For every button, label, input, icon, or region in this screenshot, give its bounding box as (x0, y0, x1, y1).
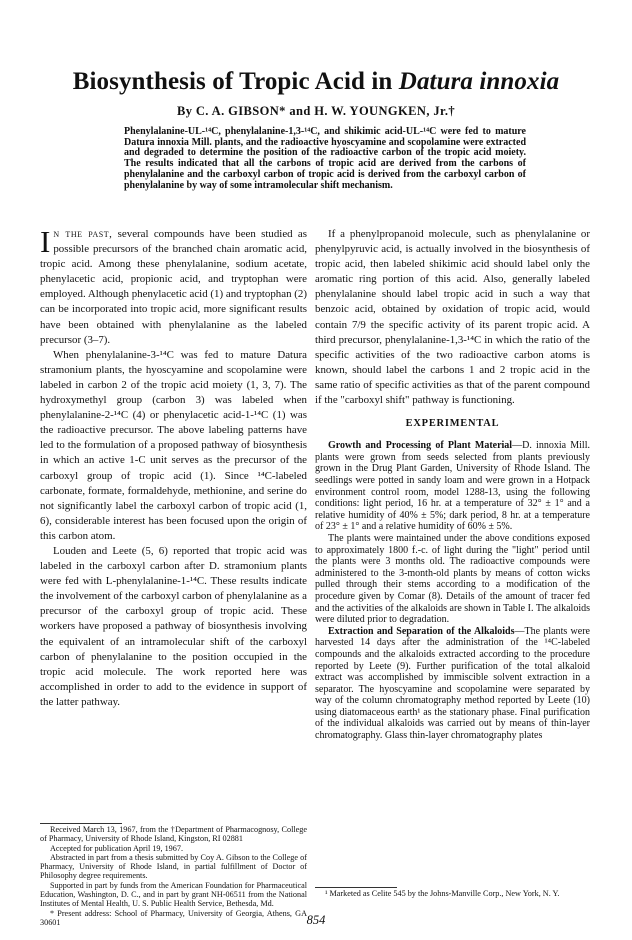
left-column (40, 224, 307, 710)
body-paragraph: When phenylalanine-3-¹⁴C was fed to mature Datura stramonium plants, the hyoscyamine and scopolamine were labeled in carbon 2 of the tropic acid moiety (1, 3, 7). The hydroxymethyl group (carbon 3) was labeled when phenylalanine-2-¹⁴C (4) or phenylacetic acid-1-¹⁴C (1) was the radioactive precursor. The above labeling patterns have led to the formulation of a proposed pathway of biosynthesis in which an active 1-C unit serves as the precursor of the carboxyl group of tropic acid (1). Since ¹⁴C-labeled carbonate, formate, formaldehyde, methionine, and serine do not significantly label the carboxyl carbon of tropic acid (1, 6), considerable interest has been focused upon the origin of this carbon atom. (40, 348, 307, 542)
section-heading: EXPERIMENTAL (405, 418, 500, 430)
body-paragraph: If a phenylpropanoid molecule, such as phenylalanine or phenylpyruvic acid, is actually involved in the biosynthesis of tropic acid, then labeled shikimic acid should label only the aromatic ring portion of this acid. Also, generally labeled phenylalanine should label tropic acid in such a way that benzoic acid, obtained by oxidation of tropic acid, would contain 7/9 the specific activity of its parent tropic acid. A third precursor, phenylalanine-1,3-¹⁴C in which the ratio of the specific activities of the two radioactive carbon atoms is known, should label the carbons 1 and 2 tropic acid in the same ratio of specific activities as that of the parent compound if the "carboxyl shift" pathway is functioning. (315, 228, 590, 407)
experimental-text (315, 440, 590, 741)
right-column (315, 227, 590, 742)
footnote: Supported in part by funds from the American Foundation for Pharmaceutical Education, Washington, D. C., and in part by grant NH-06511 from the National Institutes of Mental Health, U. S. Public Health Service, Bethesda, Md. (40, 880, 307, 909)
body-paragraph: Louden and Leete (5, 6) reported that tropic acid was labeled in the carboxyl carbon after D. stramonium plants were fed with L-phenylalanine-1-¹⁴C. These results indicate the involvement of the carboxyl carbon of phenylalanine as a precursor of the carboxyl group of tropic acid. These workers have proposed a pathway of biosynthesis involving the equivalent of an intramolecular shift of the carboxyl carbon of phenylalanine to the position occupied in the tropic acid molecule. The work reported here was accomplished in order to add to the evidence in support of the latter pathway. (40, 544, 307, 708)
footnote: Accepted for publication April 19, 1967. (50, 843, 184, 853)
footnote: Abstracted in part from a thesis submitted by Coy A. Gibson to the College of Pharmacy, University of Rhode Island, in partial fulfillment of Doctor of Philosophy degree requirements. (40, 852, 307, 881)
body-paragraph: Extraction and Separation of the Alkaloids—The plants were harvested 14 days after the administration of the ¹⁴C-labeled compounds and the alkaloids extracted according to the procedure reported by Leete (9). Further purification of the total alkaloid extract was accomplished by immiscible solvent extraction in a separator. The hyoscyamine and scopolamine were separated by way of the column chromatography method reported by Leete (10) using diatomaceous earth¹ as the stationary phase. Final purification of the individual alkaloids was carried out by means of thin-layer chromatography. Glass thin-layer chromatography plates (315, 625, 590, 742)
abstract: Phenylalanine-UL-¹⁴C, phenylalanine-1,3-¹⁴C, and shikimic acid-UL-¹⁴C were fed to mature Datura innoxia Mill. plants, and the radioactive hyoscyamine and scopolamine were extracted and degraded to determine the position of the radioactive carbon of the tropic acid moiety. The results indicated that all the carbons of tropic acid are derived from the carbons of phenylalanine and the carboxyl carbon of tropic acid is derived from the carboxyl carbon of phenylalanine by way of some intramolecular shift mechanism. (124, 126, 526, 191)
author-line: By C. A. GIBSON* and H. W. YOUNGKEN, Jr.† (176, 104, 456, 118)
intro-paragraph: In the past, several compounds have been studied as possible precursors of the branched chain aromatic acid, tropic acid. Among these phenylalanine, sodium acetate, phenylacetic acid, propionic acid, and tryptophan were employed. Although phenylacetic acid (1) and tryptophan (2) can be incorporated into tropic acid, more significant results have been obtained with phenylalanine as the labeled precursor (3–7). (40, 224, 307, 346)
page-number: 854 (306, 913, 326, 927)
article-title: Biosynthesis of Tropic Acid in Datura innoxia (72, 68, 560, 95)
footnotes (40, 825, 307, 927)
footnote-divider (315, 887, 397, 888)
footnote: ¹ Marketed as Celite 545 by the Johns-Manville Corp., New York, N. Y. (325, 889, 560, 898)
footnote: * Present address: School of Pharmacy, University of Georgia, Athens, GA 30601 (40, 908, 307, 927)
footnote: Received March 13, 1967, from the †Department of Pharmacognosy, College of Pharmacy, University of Rhode Island, Kingston, RI 02881 (40, 825, 307, 844)
subsection-title: Extraction and Separation of the Alkaloids (328, 625, 515, 637)
subsection-title: Growth and Processing of Plant Material (328, 440, 513, 452)
footnote-divider (40, 823, 122, 824)
footnote-right (315, 889, 590, 898)
drop-cap: I (40, 224, 51, 259)
body-paragraph: Growth and Processing of Plant Material—D. innoxia Mill. plants were grown from seeds selected from plants previously grown in the Drug Plant Garden, University of Rhode Island. The seedlings were potted in sandy loam and were grown in a Hotpack environment control room, model 1288-13, using the following conditions: light period, 16 hr. at a temperature of 32° ± 1° and a relative humidity of 40% ± 5%; dark period, 8 hr. at a temperature of 23° ± 1° and a relative humidity of 60% ± 5%. (315, 440, 590, 533)
body-paragraph: The plants were maintained under the above conditions exposed to approximately 1800 f.-c. of light during the "light" period until the plants were 3 months old. The radioactive compounds were administered to the 3-month-old plants by means of cotton wicks pulled through their stems according to a modification of the procedure given by Comar (8). Details of the amount of tracer fed and the activities of the alkaloids are shown in Table I. The alkaloids were diluted prior to degradation. (315, 532, 590, 626)
